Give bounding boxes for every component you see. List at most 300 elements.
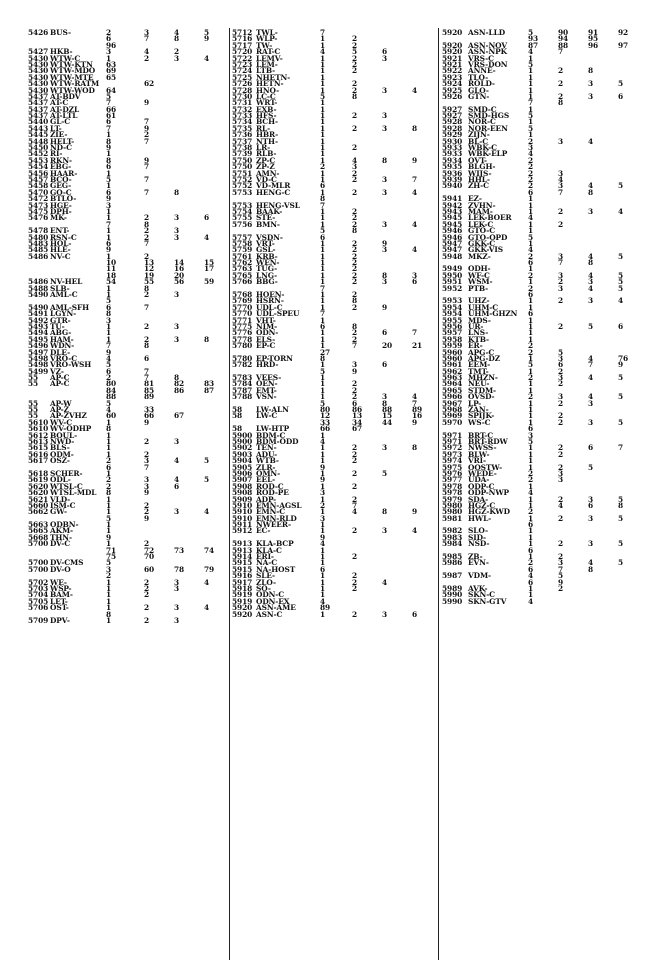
code-value: 1 (320, 494, 326, 504)
code-number: 5755 (232, 213, 253, 223)
code-label: WTSL-C (50, 481, 83, 491)
code-number: 5980 (442, 507, 463, 517)
code-label: HOEN- (256, 290, 285, 300)
code-value: 59 (204, 277, 215, 287)
code-number: 5910 (232, 500, 253, 510)
code-value: 88 (382, 405, 393, 415)
code-value: 5 (618, 79, 624, 89)
code-number: 5753 (232, 200, 253, 210)
code-value: 1 (320, 583, 326, 593)
code-label: GTO-C (468, 226, 495, 236)
code-label: ROD-C (256, 481, 284, 491)
code-label: VSN- (256, 392, 277, 402)
code-number: 5732 (232, 104, 253, 114)
code-label: RKN- (50, 155, 72, 165)
code-value: 1 (320, 360, 326, 370)
code-value: 89 (412, 405, 423, 415)
code-number: 5923 (442, 72, 463, 82)
code-value: 7 (618, 443, 624, 453)
code-value: 6 (106, 366, 112, 376)
code-value: 6 (528, 424, 534, 434)
code-number: 5480 (28, 232, 49, 242)
code-value: 1 (320, 111, 326, 121)
code-value: 1 (528, 277, 534, 287)
code-label: VRI- (468, 456, 487, 466)
code-label: AML-SFH (50, 302, 90, 312)
code-number: 5933 (442, 149, 463, 159)
code-number: 5934 (442, 155, 463, 165)
code-number: 5771 (232, 315, 253, 325)
code-value: 3 (588, 417, 594, 427)
code-number: 5936 (442, 168, 463, 178)
code-value: 2 (352, 468, 358, 478)
code-label: WTW-C (50, 53, 81, 63)
code-value: 2 (558, 91, 564, 101)
code-value: 1 (106, 449, 112, 459)
code-value: 1 (106, 437, 112, 446)
code-label: MHZN- (468, 373, 498, 383)
code-value: 1 (320, 315, 326, 325)
code-number: 5787 (232, 385, 253, 395)
code-value: 33 (320, 417, 331, 427)
code-number: 5712 (232, 28, 253, 37)
code-value: 1 (106, 168, 112, 178)
code-number: 5976 (442, 468, 463, 478)
code-label: SLB- (50, 283, 70, 293)
code-value: 2 (352, 111, 358, 121)
code-number: 5443 (28, 123, 49, 133)
code-label: OMN- (256, 468, 281, 478)
code-label: UDA- (468, 475, 490, 485)
code-label: TLO- (468, 72, 489, 82)
code-value: 8 (204, 334, 210, 344)
code-value: 6 (528, 187, 534, 197)
code-number: 5734 (232, 117, 253, 127)
code-value: 1 (528, 130, 534, 140)
code-value: 1 (106, 526, 112, 536)
code-value: 2 (352, 168, 358, 178)
code-value: 1 (320, 270, 326, 280)
code-number: 5621 (28, 494, 49, 504)
code-value: 1 (106, 468, 112, 478)
code-label: HAAR- (50, 168, 78, 178)
code-value: 3 (382, 187, 388, 197)
code-value: 16 (412, 411, 423, 421)
code-number: 5910 (232, 507, 253, 517)
code-label: BLS- (50, 443, 70, 453)
column-divider (229, 28, 230, 960)
code-value: 9 (558, 577, 564, 587)
code-number: 5986 (442, 558, 463, 568)
code-label: ERI- (256, 552, 274, 562)
code-number: 5483 (28, 238, 49, 248)
code-number: 5457 (28, 174, 49, 184)
code-label: OST- (50, 603, 69, 613)
code-value: 1 (528, 117, 534, 127)
code-value: 1 (320, 392, 326, 402)
code-value: 3 (382, 53, 388, 63)
code-value: 1 (528, 590, 534, 600)
code-label: ODP-NWP (468, 488, 509, 498)
code-value: 3 (528, 430, 534, 440)
code-number: 5921 (442, 59, 463, 69)
code-number: 5940 (442, 181, 463, 191)
code-number: 5770 (232, 309, 253, 319)
code-number: 5725 (232, 72, 253, 82)
code-label: KTB- (468, 334, 489, 344)
code-number: 5983 (442, 532, 463, 542)
code-number: 5914 (232, 552, 253, 562)
code-value: 2 (352, 277, 358, 287)
code-value: 8 (106, 424, 112, 434)
code-label: LEM- (256, 59, 278, 69)
code-value: 8 (382, 155, 388, 165)
code-label: TMT- (468, 366, 489, 376)
code-label: HETN- (256, 79, 284, 89)
code-value: 2 (528, 392, 534, 402)
code-value: 3 (382, 392, 388, 402)
code-value: 5 (528, 59, 534, 69)
code-value: 3 (352, 162, 358, 172)
code-value: 1 (320, 609, 326, 619)
code-value: 6 (412, 609, 418, 619)
code-value: 7 (558, 258, 564, 268)
code-value: 10 (106, 258, 117, 268)
code-value: 7 (320, 309, 326, 319)
code-value: 4 (618, 206, 624, 216)
code-value: 1 (528, 417, 534, 427)
code-label: ZLO- (256, 577, 276, 587)
code-number: 5905 (232, 462, 253, 472)
code-label: MAM- (468, 206, 493, 216)
code-label: HLE- (50, 245, 71, 255)
code-value: 1 (528, 583, 534, 593)
code-value: 2 (528, 251, 534, 261)
code-value: 4 (558, 500, 564, 510)
code-number: 5485 (28, 245, 49, 255)
code-number: 5946 (442, 232, 463, 242)
code-number: 5453 (28, 155, 49, 165)
code-value: 2 (352, 123, 358, 133)
code-value: 16 (174, 264, 185, 274)
code-value: 3 (174, 321, 180, 331)
code-value: 1 (320, 53, 326, 63)
code-number: 5904 (232, 456, 253, 466)
code-number: 5788 (232, 392, 253, 402)
code-number: 5445 (28, 130, 49, 140)
code-value: 6 (106, 238, 112, 248)
code-label: AP-W (50, 398, 72, 408)
code-value: 2 (528, 155, 534, 165)
code-value: 7 (528, 98, 534, 108)
code-value: 62 (144, 79, 155, 89)
code-number: 5906 (232, 468, 253, 478)
code-number: 5720 (232, 47, 253, 57)
code-number: 5939 (442, 174, 463, 184)
code-value: 2 (352, 219, 358, 229)
code-value: 2 (352, 552, 358, 562)
code-value: 1 (528, 104, 534, 114)
code-value: 3 (558, 392, 564, 402)
code-label: WTW-MDO (50, 66, 96, 76)
code-label: NV-HEL (50, 277, 83, 287)
code-value: 4 (204, 577, 210, 587)
code-value: 1 (106, 321, 112, 331)
code-label: ZAN- (468, 405, 489, 415)
code-number: 5935 (442, 162, 463, 172)
code-value: 2 (352, 85, 358, 95)
code-number: 5965 (442, 385, 463, 395)
code-value: 8 (106, 155, 112, 165)
code-label: HELT- (50, 136, 75, 146)
code-value: 9 (618, 360, 624, 370)
code-label: GL-C (50, 117, 71, 127)
code-value: 6 (558, 360, 564, 370)
code-label: HKB- (50, 47, 73, 57)
code-number: 5756 (232, 219, 253, 229)
code-label: RLB- (256, 149, 277, 159)
code-value: 1 (320, 552, 326, 562)
code-value: 1 (320, 79, 326, 89)
code-number: 5925 (442, 85, 463, 95)
code-value: 9 (144, 123, 150, 133)
code-number: 5739 (232, 149, 253, 159)
code-value: 2 (352, 34, 358, 44)
code-value: 2 (144, 290, 150, 300)
code-number: 5704 (28, 590, 49, 600)
code-value: 55 (144, 277, 155, 287)
code-label: ZIE- (50, 130, 68, 140)
code-value: 2 (528, 136, 534, 146)
code-label: ASN-C (256, 609, 283, 619)
code-value: 66 (144, 411, 155, 421)
code-value: 3 (174, 583, 180, 593)
code-label: WF-C (468, 270, 490, 280)
code-number: 5491 (28, 309, 49, 319)
code-value: 2 (558, 552, 564, 562)
code-number: 5437 (28, 98, 49, 108)
code-value: 2 (558, 539, 564, 549)
code-label: UDL-SPEU (256, 309, 300, 319)
code-value: 1 (320, 385, 326, 395)
code-label: STDM- (468, 385, 496, 395)
code-label: BAM- (50, 590, 73, 600)
code-label: SID- (468, 532, 487, 542)
code-value: 6 (320, 321, 326, 331)
code-value: 1 (106, 181, 112, 191)
code-value: 1 (106, 251, 112, 261)
code-number: 5769 (232, 296, 253, 306)
code-label: BLW- (468, 449, 490, 459)
code-value: 1 (528, 200, 534, 210)
code-label: SCHER- (50, 468, 83, 478)
code-value: 6 (174, 481, 180, 491)
code-value: 1 (320, 174, 326, 184)
code-value: 9 (320, 532, 326, 542)
code-value: 3 (558, 468, 564, 478)
code-number: 5736 (232, 130, 253, 140)
code-value: 1 (106, 596, 112, 606)
code-value: 67 (352, 424, 363, 434)
code-value: 1 (320, 277, 326, 287)
code-value: 7 (412, 328, 418, 338)
code-value: 1 (320, 98, 326, 108)
code-number: 5921 (442, 53, 463, 63)
code-value: 2 (352, 571, 358, 581)
code-number: 5971 (442, 430, 463, 440)
code-value: 4 (588, 136, 594, 146)
code-value: 2 (352, 443, 358, 453)
code-number: 5961 (442, 360, 463, 370)
code-number: 5973 (442, 449, 463, 459)
code-number: 5612 (28, 430, 49, 440)
code-label: SKN-GTV (468, 596, 507, 606)
code-number: 5750 (232, 162, 253, 172)
code-label: AKM- (50, 526, 74, 536)
code-value: 2 (558, 411, 564, 421)
code-number: 5496 (28, 341, 49, 351)
code-label: ZIJN- (468, 130, 490, 140)
code-value: 2 (106, 571, 112, 581)
code-value: 4 (174, 475, 180, 485)
code-label: GTN- (468, 91, 490, 101)
code-number: 5723 (232, 59, 253, 69)
code-value: 1 (528, 53, 534, 63)
code-label: ER- (468, 341, 483, 351)
code-label: LT- (50, 123, 62, 133)
code-number: 5919 (232, 596, 253, 606)
code-value: 6 (106, 34, 112, 44)
code-value: 20 (174, 270, 185, 280)
code-value: 4 (204, 507, 210, 517)
code-label: AP-C (50, 373, 70, 383)
code-value: 2 (558, 449, 564, 459)
code-value: 2 (352, 143, 358, 153)
code-number: 5762 (232, 258, 253, 268)
code-number: 5724 (232, 66, 253, 76)
code-value: 97 (618, 40, 629, 50)
code-value: 5 (528, 28, 534, 37)
code-value: 2 (352, 251, 358, 261)
code-value: 1 (320, 155, 326, 165)
code-label: NHETN- (256, 72, 291, 82)
code-value: 4 (588, 353, 594, 363)
code-number: 5945 (442, 213, 463, 223)
code-label: SLE- (256, 571, 275, 581)
code-label: AT-C (50, 98, 69, 108)
code-label: GLO- (468, 85, 489, 95)
code-value: 2 (528, 475, 534, 485)
column-3 (442, 30, 638, 605)
code-number: 5668 (28, 532, 49, 542)
code-value: 5 (618, 558, 624, 568)
code-value: 2 (144, 334, 150, 344)
code-value: 9 (204, 34, 210, 44)
code-label: EEM- (468, 360, 491, 370)
code-label: EZ- (468, 194, 482, 204)
code-value: 4 (618, 296, 624, 306)
code-number: 55 (28, 379, 39, 389)
code-label: WV-ODHP (50, 424, 92, 434)
code-number: 5900 (232, 437, 253, 446)
code-value: 2 (352, 577, 358, 587)
code-label: VDM- (468, 571, 491, 581)
code-number: 5437 (28, 111, 49, 121)
code-number: 5618 (28, 468, 49, 478)
code-value: 8 (144, 341, 150, 351)
code-value: 7 (106, 123, 112, 133)
code-value: 8 (106, 488, 112, 498)
code-value: 1 (320, 296, 326, 306)
code-value: 3 (558, 168, 564, 178)
code-label: EMN-C (256, 507, 286, 517)
code-value: 8 (106, 609, 112, 619)
code-value: 1 (106, 417, 112, 427)
code-value: 3 (528, 143, 534, 153)
code-number: 5964 (442, 379, 463, 389)
code-value: 1 (320, 206, 326, 216)
code-label: ADU- (256, 449, 278, 459)
code-value: 1 (528, 219, 534, 229)
code-value: 1 (320, 430, 326, 440)
code-value: 2 (144, 251, 150, 261)
code-number: 5951 (442, 277, 463, 287)
code-value: 5 (320, 91, 326, 101)
code-value: 1 (528, 66, 534, 76)
code-value: 8 (558, 98, 564, 108)
code-label: KLA-C (256, 545, 282, 555)
code-value: 13 (144, 258, 155, 268)
code-value: 9 (106, 143, 112, 153)
code-value: 1 (106, 430, 112, 440)
code-value: 2 (144, 603, 150, 613)
table-row (232, 609, 434, 619)
code-value: 1 (528, 398, 534, 408)
code-label: ODN- (256, 328, 279, 338)
code-number: 5456 (28, 168, 49, 178)
code-value: 8 (320, 194, 326, 204)
code-value: 3 (382, 85, 388, 95)
code-value: 3 (174, 226, 180, 236)
code-number: 5494 (28, 328, 49, 338)
code-value: 2 (352, 258, 358, 268)
code-value: 5 (618, 539, 624, 549)
code-label: DPH- (50, 206, 72, 216)
code-number: 5430 (28, 53, 49, 63)
code-number: 5902 (232, 443, 253, 453)
code-number: 55 (28, 411, 39, 421)
code-number: 5913 (232, 539, 253, 549)
code-value: 70 (144, 552, 155, 562)
code-label: HFS- (256, 111, 277, 121)
code-label: OSZ- (50, 456, 70, 466)
code-value: 2 (528, 181, 534, 191)
code-value: 92 (618, 28, 629, 37)
code-label: WE- (50, 577, 67, 587)
code-label: NOR-C (468, 117, 496, 127)
code-value: 3 (106, 47, 112, 57)
code-value: 89 (144, 392, 155, 402)
code-value: 1 (528, 85, 534, 95)
code-value: 1 (528, 302, 534, 312)
code-value: 3 (320, 488, 326, 498)
code-label: HRD- (256, 360, 279, 370)
code-value: 6 (382, 47, 388, 57)
code-number: 5497 (28, 347, 49, 357)
code-label: AT-BDV (50, 91, 81, 101)
code-value: 1 (320, 577, 326, 587)
code-value: 5 (618, 251, 624, 261)
